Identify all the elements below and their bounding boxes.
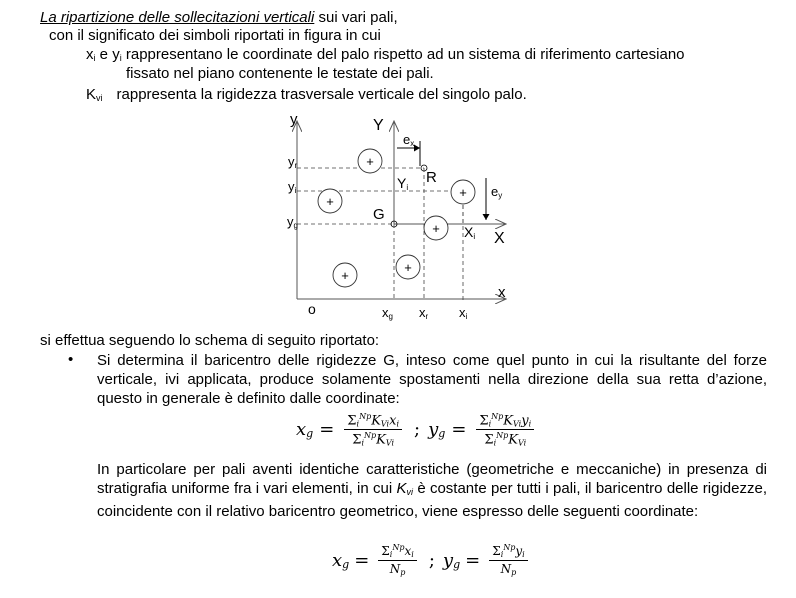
pile bbox=[318, 189, 342, 213]
eq2-fraction-y: $\frac{\Sigma_i^{Np}y_i}{N_p}$ bbox=[489, 543, 528, 577]
xi-symbol: x bbox=[86, 46, 94, 63]
intro-line-3-rest: rappresentano le coordinate del palo rispetto ad un sistema di riferimento cartesiano bbox=[121, 46, 685, 63]
yi-symbol: y bbox=[112, 46, 120, 63]
intro-title-rest: sui vari pali, bbox=[314, 9, 398, 26]
eq1-equals-y: = bbox=[451, 419, 467, 441]
label-yg: yg bbox=[287, 214, 298, 230]
intro-line-3 bbox=[86, 46, 786, 67]
paragraph-identical-piles bbox=[97, 460, 767, 521]
after-figure-line: si effettua seguendo lo schema di seguito riportato: bbox=[40, 332, 380, 349]
eq1-equals: = bbox=[319, 419, 335, 441]
label-o: o bbox=[308, 301, 316, 317]
intro-title-underlined: La ripartizione delle sollecitazioni verticali bbox=[40, 9, 315, 26]
svg-text:+: + bbox=[432, 221, 440, 236]
eq2-equals: = bbox=[354, 549, 370, 571]
eq1-fraction-x: $\frac{\Sigma_i^{Np}K_{Vi}x_i}{\Sigma_i^{Np}K_{Vi}}$ bbox=[344, 412, 402, 448]
label-y-outer: y bbox=[290, 111, 298, 128]
label-yi: yi bbox=[288, 179, 297, 195]
label-xi: xi bbox=[459, 305, 468, 321]
kvi-sub: vi bbox=[96, 93, 103, 103]
eq2-lhs-x: $x_g$ bbox=[332, 549, 350, 571]
svg-text:+: + bbox=[459, 185, 467, 200]
xi-sub: i bbox=[93, 53, 96, 63]
pile bbox=[333, 263, 357, 287]
eq1-lhs-x: $x_g$ bbox=[296, 419, 314, 441]
svg-text:+: + bbox=[366, 154, 374, 169]
para2-part-b: è costante per tutti i pali, il baricentro delle rigidezze, coincidente con il relativo baricentro geometrico, viene espresso delle seguenti coordinate: bbox=[97, 480, 768, 520]
intro-line-5 bbox=[86, 86, 527, 107]
pile bbox=[358, 149, 382, 173]
eq2-fraction-x: $\frac{\Sigma_i^{Np}x_i}{N_p}$ bbox=[378, 543, 417, 577]
para2-k: K bbox=[396, 480, 407, 497]
equation-geometric-barycenter bbox=[332, 543, 532, 577]
intro-title-line bbox=[40, 9, 398, 27]
piles bbox=[318, 149, 475, 287]
pile-layout-figure bbox=[270, 108, 520, 328]
svg-text:+: + bbox=[326, 194, 334, 209]
eq1-fraction-y: $\frac{\Sigma_i^{Np}K_{Vi}y_i}{\Sigma_i^{Np}K_{Vi}}$ bbox=[476, 412, 534, 448]
label-X: X bbox=[494, 230, 505, 247]
pile bbox=[451, 180, 475, 204]
eq2-equals-y: = bbox=[465, 549, 481, 571]
kvi-symbol: K bbox=[86, 86, 97, 103]
label-yr: yr bbox=[288, 154, 298, 170]
label-xg: xg bbox=[382, 305, 393, 321]
label-Xi: Xi bbox=[464, 224, 476, 241]
equation-weighted-barycenter bbox=[296, 412, 538, 448]
label-R: R bbox=[426, 169, 437, 186]
label-G: G bbox=[373, 206, 385, 223]
pile bbox=[396, 255, 420, 279]
paragraph-barycenter: Si determina il baricentro delle rigidezze G, inteso come quel punto in cui la risultante del forze verticale, ivi applicata, produce solamente spostamenti nella direzione della sua retta d’azione, questo in generale è definito dalle coordinate: bbox=[97, 352, 767, 407]
para2-part-a: In particolare per pali aventi identiche caratteristiche (geometriche e meccaniche) in presenza di stratigrafia uniforme fra i vari elementi, in cui bbox=[97, 461, 767, 497]
e-word: e bbox=[95, 46, 113, 63]
bullet-point: • bbox=[68, 351, 74, 368]
eq1-lhs-y: $y_g$ bbox=[428, 419, 446, 441]
intro-line-5-rest: rappresenta la rigidezza trasversale verticale del singolo palo. bbox=[116, 86, 527, 103]
label-xr: xr bbox=[419, 305, 429, 321]
intro-line-2: con il significato dei simboli riportati in figura in cui bbox=[49, 27, 381, 44]
eq2-lhs-y: $y_g$ bbox=[442, 549, 461, 571]
yi-sub: i bbox=[119, 53, 122, 63]
label-Yi: Yi bbox=[397, 175, 409, 192]
eq1-separator: ; bbox=[414, 419, 421, 441]
label-Y: Y bbox=[373, 117, 384, 134]
pile bbox=[424, 216, 448, 240]
svg-text:+: + bbox=[404, 260, 412, 275]
svg-text:+: + bbox=[341, 268, 349, 283]
intro-line-4: fissato nel piano contenente le testate dei pali. bbox=[126, 65, 434, 82]
label-ey: ey bbox=[491, 184, 503, 200]
eq2-separator: ; bbox=[428, 549, 435, 571]
label-ex: ex bbox=[403, 132, 415, 148]
para2-ksub: vi bbox=[406, 487, 414, 497]
label-x-outer: x bbox=[498, 284, 506, 301]
